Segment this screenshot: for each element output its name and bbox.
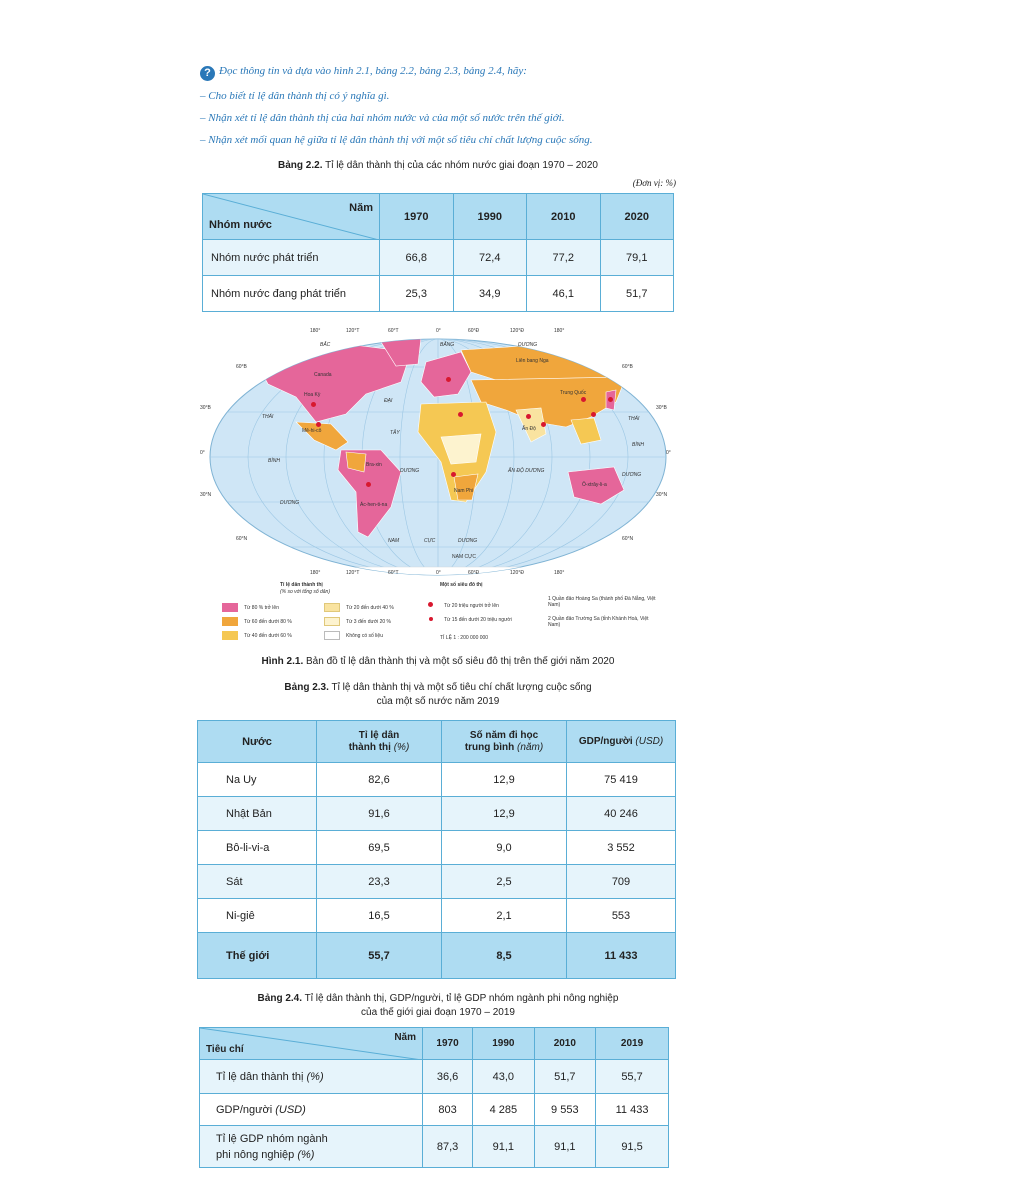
legend-label: Không có số liệu	[346, 633, 383, 639]
country-label: Hoa Kỳ	[304, 392, 321, 398]
table-row: Nhóm nước đang phát triển 25,3 34,9 46,1 51,7	[203, 276, 674, 312]
map-note: 2 Quần đảo Trường Sa (tỉnh Khánh Hoà, Việt Nam)	[548, 616, 649, 628]
ocean-label: THÁI	[628, 416, 640, 422]
ocean-label: BÌNH	[632, 442, 644, 448]
table-row: Tỉ lệ GDP nhóm ngành phi nông nghiệp (%) 87,3 91,1 91,1 91,5	[200, 1126, 669, 1168]
ocean-label: DƯƠNG	[458, 538, 478, 544]
year-header: 2010	[534, 1028, 595, 1060]
year-header: 2019	[596, 1028, 669, 1060]
latitude-label: 60°B	[622, 364, 633, 370]
ocean-label: DƯƠNG	[400, 468, 420, 474]
country-label: Bra-xin	[366, 462, 382, 468]
legend-swatch	[222, 617, 238, 626]
diagonal-line	[203, 194, 379, 240]
ocean-label: CỰC	[424, 538, 436, 544]
world-map	[196, 322, 680, 584]
longitude-label: 60°Đ	[468, 570, 480, 576]
question-item: – Nhận xét mối quan hệ giữa tỉ lệ dân thành thị với một số tiêu chí chất lượng cuộc sống.	[200, 134, 593, 146]
longitude-label: 60°T	[388, 328, 399, 334]
ocean-label: BÌNH	[268, 458, 280, 464]
longitude-label: 120°Đ	[510, 328, 524, 334]
legend-label: Từ 60 đến dưới 80 %	[244, 619, 292, 625]
latitude-label: 30°B	[200, 405, 211, 411]
country-label: Ô-xtrây-li-a	[582, 482, 607, 488]
legend-title: Tỉ lệ dân thành thị	[280, 582, 323, 588]
table23-caption-line2: của một số nước năm 2019	[376, 696, 500, 707]
column-header: Tỉ lệ dân thành thị (%)	[317, 721, 442, 763]
megacity-dot	[541, 422, 546, 427]
table22-corner-header: Năm Nhóm nước	[203, 194, 380, 240]
table24-caption: Bảng 2.4. Tỉ lệ dân thành thị, GDP/người, tỉ lệ GDP nhóm ngành phi nông nghiệp	[257, 993, 619, 1004]
country-label: Canada	[314, 372, 332, 378]
country-label: Trung Quốc	[560, 390, 587, 396]
table-row: GDP/người (USD) 803 4 285 9 553 11 433	[200, 1094, 669, 1126]
ocean-label: DƯƠNG	[622, 472, 642, 478]
longitude-label: 120°T	[346, 570, 360, 576]
table-row: Tỉ lệ dân thành thị (%) 36,6 43,0 51,7 55,7	[200, 1060, 669, 1094]
ocean-label: BẮC	[320, 342, 331, 348]
latitude-label: 60°B	[236, 364, 247, 370]
cities-title: Một số siêu đô thị	[440, 582, 483, 588]
longitude-label: 180°	[554, 570, 565, 576]
legend-label: Từ 40 đến dưới 60 %	[244, 633, 292, 639]
year-header: 1970	[423, 1028, 473, 1060]
longitude-label: 0°	[436, 570, 441, 576]
table-row: Ni-giê 16,5 2,1 553	[198, 899, 676, 933]
table22	[202, 193, 674, 312]
table22-caption: Bảng 2.2. Tỉ lệ dân thành thị của các nhóm nước giai đoạn 1970 – 2020	[278, 160, 598, 171]
legend-swatch	[222, 631, 238, 640]
latitude-label: 0°	[200, 450, 205, 456]
country-label: Ác-hen-ti-na	[360, 502, 388, 508]
question-item: – Cho biết tỉ lệ dân thành thị có ý nghĩa gì.	[200, 90, 390, 102]
legend-label: Từ 15 đến dưới 20 triệu người	[444, 617, 512, 623]
table22-unit: (Đơn vị: %)	[632, 178, 676, 188]
latitude-label: 0°	[666, 450, 671, 456]
longitude-label: 60°T	[388, 570, 399, 576]
ocean-label: BĂNG	[440, 342, 455, 348]
legend-label: Từ 3 đến dưới 20 %	[346, 619, 391, 625]
country-label: Ấn Độ	[522, 426, 536, 432]
longitude-label: 180°	[310, 570, 321, 576]
megacity-dot	[316, 422, 321, 427]
longitude-label: 120°T	[346, 328, 360, 334]
megacity-dot	[366, 482, 371, 487]
legend-swatch	[222, 603, 238, 612]
table24-caption-line2: của thế giới giai đoạn 1970 – 2019	[361, 1007, 515, 1018]
legend-swatch	[324, 617, 340, 626]
question-item: – Nhận xét tỉ lệ dân thành thị của hai nhóm nước và của một số nước trên thế giới.	[200, 112, 565, 124]
megacity-dot	[526, 414, 531, 419]
table24	[199, 1027, 669, 1168]
map-note: 1 Quần đảo Hoàng Sa (thành phố Đà Nẵng, Việt Nam)	[548, 596, 656, 608]
table-total-row: Thế giới 55,7 8,5 11 433	[198, 933, 676, 979]
year-header: 2010	[527, 194, 601, 240]
megacity-dot	[608, 397, 613, 402]
ocean-label: DƯƠNG	[280, 500, 300, 506]
year-header: 2020	[600, 194, 674, 240]
ocean-label: THÁI	[262, 414, 274, 420]
ocean-label: NAM CỰC	[452, 554, 476, 560]
table-row: Nhóm nước phát triển 66,8 72,4 77,2 79,1	[203, 240, 674, 276]
legend-label: Từ 20 triệu người trở lên	[444, 603, 499, 609]
latitude-label: 30°N	[200, 492, 212, 498]
year-header: 1990	[473, 1028, 534, 1060]
latitude-label: 60°N	[236, 536, 248, 542]
country-label: Nam Phi	[454, 488, 474, 494]
world-map-graphic	[196, 322, 680, 584]
megacity-legend-icon	[428, 602, 433, 607]
table-row: Na Uy 82,6 12,9 75 419	[198, 763, 676, 797]
legend-label: Từ 20 đến dưới 40 %	[346, 605, 394, 611]
column-header: Nước	[198, 721, 317, 763]
latitude-label: 30°B	[656, 405, 667, 411]
ocean-label: DƯƠNG	[518, 342, 538, 348]
ocean-label: ẤN ĐỘ DƯƠNG	[508, 468, 545, 474]
megacity-legend-icon	[429, 617, 433, 621]
megacity-dot	[581, 397, 586, 402]
longitude-label: 180°	[310, 328, 321, 334]
megacity-dot	[591, 412, 596, 417]
longitude-label: 0°	[436, 328, 441, 334]
map-scale: TỈ LỆ 1 : 200 000 000	[440, 635, 489, 641]
latitude-label: 60°N	[622, 536, 634, 542]
legend-swatch	[324, 631, 340, 640]
megacity-dot	[458, 412, 463, 417]
map-caption: Hình 2.1. Bản đồ tỉ lệ dân thành thị và một số siêu đô thị trên thế giới năm 2020	[261, 656, 615, 667]
question-intro: ? Đọc thông tin và dựa vào hình 2.1, bảng 2.2, bảng 2.3, bảng 2.4, hãy:	[200, 61, 527, 81]
column-header: GDP/người (USD)	[567, 721, 676, 763]
megacity-dot	[446, 377, 451, 382]
table23-caption: Bảng 2.3. Tỉ lệ dân thành thị và một số tiêu chí chất lượng cuộc sống	[284, 682, 592, 693]
year-header: 1990	[453, 194, 527, 240]
ocean-label: NAM	[388, 538, 400, 544]
ocean-label: TÂY	[390, 430, 400, 436]
question-circle-icon: ?	[200, 66, 215, 81]
column-header: Số năm đi học trung bình (năm)	[442, 721, 567, 763]
table-row: Bô-li-vi-a 69,5 9,0 3 552	[198, 831, 676, 865]
legend-subtitle: (% so với tổng số dân)	[280, 589, 330, 595]
legend-label: Từ 80 % trở lên	[244, 605, 279, 611]
year-header: 1970	[380, 194, 454, 240]
table-row: Sát 23,3 2,5 709	[198, 865, 676, 899]
table23	[197, 720, 676, 979]
country-label: Mê-hi-cô	[302, 428, 322, 434]
table24-corner-header: Năm Tiêu chí	[200, 1028, 423, 1060]
country-label: Liên bang Nga	[516, 358, 549, 364]
latitude-label: 30°N	[656, 492, 668, 498]
legend-swatch	[324, 603, 340, 612]
megacity-dot	[311, 402, 316, 407]
table-row: Nhật Bản 91,6 12,9 40 246	[198, 797, 676, 831]
megacity-dot	[451, 472, 456, 477]
longitude-label: 180°	[554, 328, 565, 334]
longitude-label: 60°Đ	[468, 328, 480, 334]
ocean-label: ĐẠI	[384, 398, 393, 404]
longitude-label: 120°Đ	[510, 570, 524, 576]
